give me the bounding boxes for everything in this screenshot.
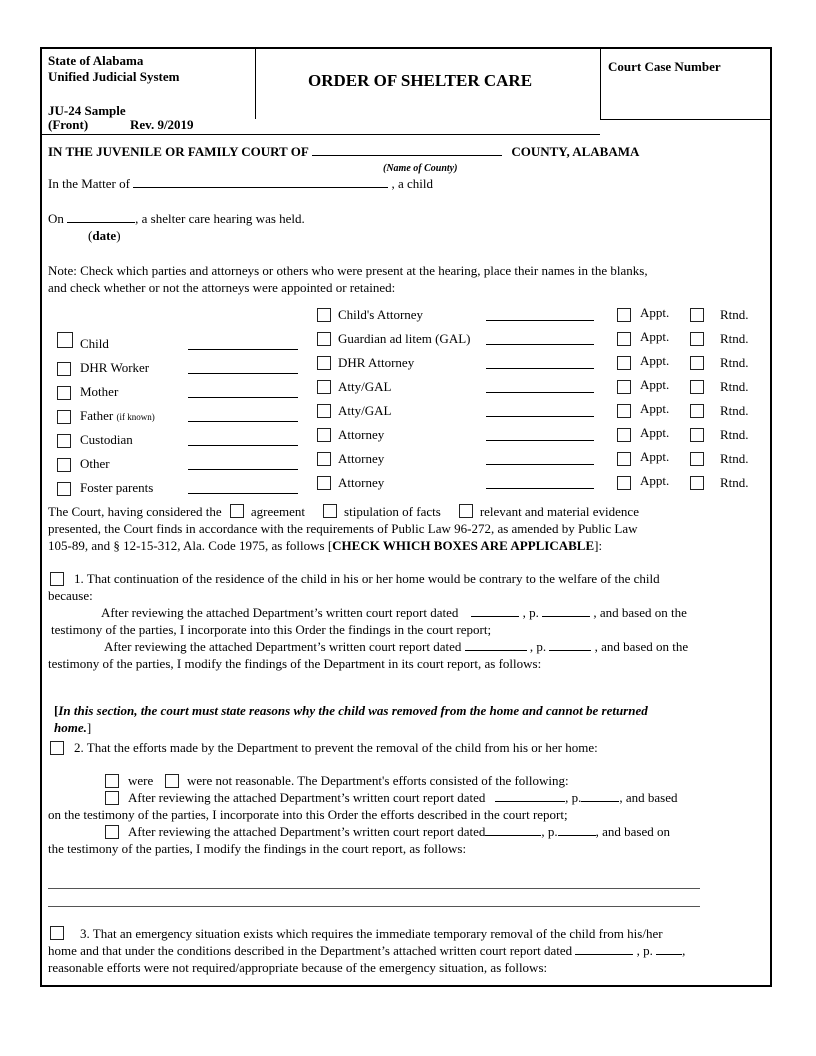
party-name-field[interactable] bbox=[188, 373, 298, 374]
party-name: Father bbox=[80, 408, 114, 423]
party-name-field[interactable] bbox=[188, 469, 298, 470]
considered-line-3 bbox=[48, 538, 602, 553]
attorney-name-field[interactable] bbox=[486, 488, 594, 489]
s2b-mid: , p. bbox=[541, 824, 558, 839]
s1a-page-field[interactable] bbox=[542, 605, 590, 617]
attorney-label: Attorney bbox=[338, 427, 385, 442]
s1a-date-field[interactable] bbox=[471, 605, 519, 617]
section2-option-b-line-2: the testimony of the parties, I modify the findings in the court report, as follows: bbox=[48, 841, 467, 856]
section3-line-2 bbox=[48, 943, 685, 958]
attorney-checkbox[interactable] bbox=[317, 404, 331, 418]
were-label: were bbox=[128, 773, 154, 788]
line3-post: ]: bbox=[594, 538, 603, 553]
were-reasonable-checkbox[interactable] bbox=[105, 774, 119, 788]
party-checkbox[interactable] bbox=[57, 386, 71, 400]
retained-label: Rtnd. bbox=[720, 403, 749, 418]
s3-pre: home and that under the conditions described in the Department’s attached written court report dated bbox=[48, 943, 573, 958]
party-name-field[interactable] bbox=[188, 445, 298, 446]
appointed-checkbox[interactable] bbox=[617, 332, 631, 346]
retained-label: Rtnd. bbox=[720, 331, 749, 346]
party-name-field[interactable] bbox=[188, 421, 298, 422]
s1b-pre: After reviewing the attached Department’s written court report dated bbox=[104, 639, 462, 654]
evidence-checkbox[interactable] bbox=[459, 504, 473, 518]
attorney-name-field[interactable] bbox=[486, 416, 594, 417]
party-name: Other bbox=[80, 456, 110, 471]
appointed-label: Appt. bbox=[640, 473, 670, 488]
appointed-label: Appt. bbox=[640, 425, 670, 440]
party-name-field[interactable] bbox=[188, 397, 298, 398]
party-label bbox=[80, 384, 118, 401]
section2-option-a-line-2: on the testimony of the parties, I incorporate into this Order the efforts described in the court report; bbox=[48, 807, 568, 822]
appointed-checkbox[interactable] bbox=[617, 428, 631, 442]
s2a-page-field[interactable] bbox=[581, 790, 619, 802]
court-prefix: IN THE JUVENILE OR FAMILY COURT OF bbox=[48, 144, 309, 159]
party-name: Child bbox=[80, 336, 109, 351]
s3-page-field[interactable] bbox=[656, 943, 682, 955]
appointed-label: Appt. bbox=[640, 401, 670, 416]
s2b-page-field[interactable] bbox=[558, 824, 596, 836]
stipulation-label: stipulation of facts bbox=[344, 504, 441, 519]
attorney-checkbox[interactable] bbox=[317, 452, 331, 466]
case-number-box-bottom bbox=[600, 119, 770, 120]
retained-checkbox[interactable] bbox=[690, 380, 704, 394]
note-line-1: Note: Check which parties and attorneys or others who were present at the hearing, place their names in the blanks, bbox=[48, 263, 648, 278]
attorney-name-field[interactable] bbox=[486, 392, 594, 393]
section3-line-1: 3. That an emergency situation exists which requires the immediate temporary removal of the child from his/her bbox=[80, 926, 663, 941]
state-label: State of Alabama bbox=[48, 53, 144, 68]
party-name: Mother bbox=[80, 384, 119, 399]
party-name-field[interactable] bbox=[188, 493, 298, 494]
attorney-label: Attorney bbox=[338, 451, 385, 466]
section1-option-a-line-2: testimony of the parties, I incorporate into this Order the findings in the court report; bbox=[51, 622, 492, 637]
attorney-label: DHR Attorney bbox=[338, 355, 415, 370]
line3-bold: CHECK WHICH BOXES ARE APPLICABLE bbox=[332, 538, 595, 553]
retained-checkbox[interactable] bbox=[690, 428, 704, 442]
section3-line-3: reasonable efforts were not required/appropriate because of the emergency situation, as follows: bbox=[48, 960, 548, 975]
section1-instruction: [In this section, the court must state reasons why the child was removed from the home and cannot be returned bbox=[54, 703, 648, 718]
section1-option-b-line-2: testimony of the parties, I modify the findings of the Department in its court report, as follows: bbox=[48, 656, 542, 671]
section2-option-b bbox=[128, 824, 670, 839]
retained-checkbox[interactable] bbox=[690, 332, 704, 346]
s2a-post: , and based bbox=[619, 790, 678, 805]
matter-prefix: In the Matter of bbox=[48, 176, 130, 191]
party-checkbox[interactable] bbox=[57, 458, 71, 472]
section1-checkbox[interactable] bbox=[50, 572, 64, 586]
attorney-label: Attorney bbox=[338, 475, 385, 490]
party-label bbox=[80, 480, 153, 497]
agreement-label: agreement bbox=[250, 504, 306, 519]
case-number-label: Court Case Number bbox=[608, 59, 721, 74]
attorney-name-field[interactable] bbox=[486, 464, 594, 465]
stipulation-checkbox[interactable] bbox=[323, 504, 337, 518]
s1b-mid: , p. bbox=[529, 639, 547, 654]
form-side: (Front) bbox=[48, 117, 89, 132]
county-field[interactable] bbox=[312, 144, 502, 156]
s2b-date-field[interactable] bbox=[485, 824, 541, 836]
party-label bbox=[80, 456, 110, 473]
s1a-mid: , p. bbox=[522, 605, 539, 620]
retained-checkbox[interactable] bbox=[690, 308, 704, 322]
retained-label: Rtnd. bbox=[720, 379, 749, 394]
s1a-pre: After reviewing the attached Department’s written court report dated bbox=[101, 605, 459, 620]
considered-line-1 bbox=[48, 504, 639, 519]
header-bottom-rule bbox=[42, 134, 600, 135]
not-reasonable-checkbox[interactable] bbox=[165, 774, 179, 788]
appointed-label: Appt. bbox=[640, 305, 670, 320]
evidence-label: relevant and material evidence bbox=[479, 504, 639, 519]
section1-option-b bbox=[104, 639, 688, 654]
attorney-name-field[interactable] bbox=[486, 440, 594, 441]
s1a-post: , and based on the bbox=[593, 605, 687, 620]
s2a-pre: After reviewing the attached Department’s written court report dated bbox=[128, 790, 486, 805]
s1b-post: , and based on the bbox=[594, 639, 689, 654]
s2b-post: , and based on bbox=[595, 824, 670, 839]
appointed-checkbox[interactable] bbox=[617, 452, 631, 466]
party-label bbox=[80, 408, 155, 425]
section1-line-1: 1. That continuation of the residence of the child in his or her home would be contrary to the welfare of the child bbox=[74, 571, 660, 586]
party-checkbox[interactable] bbox=[57, 410, 71, 424]
party-qualifier: (if known) bbox=[116, 412, 155, 422]
date-caption: (date) bbox=[88, 228, 121, 243]
party-checkbox[interactable] bbox=[57, 482, 71, 496]
attorney-checkbox[interactable] bbox=[317, 476, 331, 490]
note-line-2: and check whether or not the attorneys were appointed or retained: bbox=[48, 280, 396, 295]
party-checkbox[interactable] bbox=[57, 332, 73, 348]
court-line bbox=[48, 144, 639, 159]
s1b-date-field[interactable] bbox=[465, 639, 527, 651]
agreement-checkbox[interactable] bbox=[230, 504, 244, 518]
matter-line bbox=[48, 176, 433, 191]
party-label bbox=[80, 432, 133, 449]
party-checkbox[interactable] bbox=[57, 362, 71, 376]
appointed-checkbox[interactable] bbox=[617, 356, 631, 370]
s2b-pre: After reviewing the attached Department’s written court report dated bbox=[128, 824, 486, 839]
form-id: JU-24 Sample bbox=[48, 103, 126, 118]
attorney-checkbox[interactable] bbox=[317, 308, 331, 322]
retained-checkbox[interactable] bbox=[690, 404, 704, 418]
date-caption-text: date bbox=[92, 228, 117, 243]
court-suffix: COUNTY, ALABAMA bbox=[511, 144, 640, 159]
appointed-checkbox[interactable] bbox=[617, 308, 631, 322]
considered-prefix: The Court, having considered the bbox=[48, 504, 222, 519]
retained-label: Rtnd. bbox=[720, 307, 749, 322]
on-prefix: On bbox=[48, 211, 64, 226]
county-caption: (Name of County) bbox=[383, 163, 458, 174]
section2-findings-line-1[interactable] bbox=[48, 888, 700, 889]
header-divider bbox=[255, 49, 256, 119]
appointed-checkbox[interactable] bbox=[617, 380, 631, 394]
attorney-checkbox[interactable] bbox=[317, 380, 331, 394]
line3-pre: 105-89, and § 12-15-312, Ala. Code 1975, as follows [ bbox=[48, 538, 333, 553]
matter-suffix: , a child bbox=[391, 176, 433, 191]
attorney-label: Guardian ad litem (GAL) bbox=[338, 331, 471, 346]
party-name-field[interactable] bbox=[188, 349, 298, 350]
attorney-checkbox[interactable] bbox=[317, 428, 331, 442]
section1-instruction-2: home.] bbox=[54, 720, 92, 735]
section1-line-2: because: bbox=[48, 588, 93, 603]
s3-post: , bbox=[682, 943, 686, 958]
attorney-label: Atty/GAL bbox=[338, 379, 392, 394]
page-title: ORDER OF SHELTER CARE bbox=[308, 71, 533, 90]
case-number-field[interactable] bbox=[602, 80, 766, 116]
party-checkbox[interactable] bbox=[57, 434, 71, 448]
hearing-line bbox=[48, 211, 305, 226]
not-reasonable-label: were not reasonable. The Department's efforts consisted of the following: bbox=[187, 773, 569, 788]
s2b-checkbox[interactable] bbox=[105, 825, 119, 839]
appointed-label: Appt. bbox=[640, 353, 670, 368]
form-revision: Rev. 9/2019 bbox=[130, 117, 194, 132]
section2-option-a bbox=[128, 790, 677, 805]
considered-line-2: presented, the Court finds in accordance with the requirements of Public Law 96-272, as amended by Public Law bbox=[48, 521, 638, 536]
attorney-checkbox[interactable] bbox=[317, 356, 331, 370]
attorney-checkbox[interactable] bbox=[317, 332, 331, 346]
attorney-name-field[interactable] bbox=[486, 344, 594, 345]
section2-checkbox[interactable] bbox=[50, 741, 64, 755]
s2a-date-field[interactable] bbox=[495, 790, 565, 802]
appointed-checkbox[interactable] bbox=[617, 404, 631, 418]
instruction-text: In this section, the court must state reasons why the child was removed from the home and cannot be returned bbox=[58, 703, 648, 718]
case-number-box-left bbox=[600, 49, 601, 119]
attorney-label: Atty/GAL bbox=[338, 403, 392, 418]
party-label bbox=[80, 336, 109, 353]
section1-option-a bbox=[101, 605, 687, 620]
child-name-field[interactable] bbox=[133, 176, 388, 188]
appointed-label: Appt. bbox=[640, 329, 670, 344]
party-name: DHR Worker bbox=[80, 360, 150, 375]
system-label: Unified Judicial System bbox=[48, 69, 180, 84]
s3-mid: , p. bbox=[636, 943, 653, 958]
s1b-page-field[interactable] bbox=[549, 639, 591, 651]
section3-checkbox[interactable] bbox=[50, 926, 64, 940]
party-name: Custodian bbox=[80, 432, 133, 447]
retained-checkbox[interactable] bbox=[690, 452, 704, 466]
section2-line-1: 2. That the efforts made by the Department to prevent the removal of the child from his or her home: bbox=[74, 740, 598, 755]
retained-label: Rtnd. bbox=[720, 475, 749, 490]
attorney-label: Child's Attorney bbox=[338, 307, 424, 322]
party-name: Foster parents bbox=[80, 480, 154, 495]
retained-label: Rtnd. bbox=[720, 451, 749, 466]
retained-label: Rtnd. bbox=[720, 427, 749, 442]
appointed-label: Appt. bbox=[640, 377, 670, 392]
retained-label: Rtnd. bbox=[720, 355, 749, 370]
section2-findings-line-2[interactable] bbox=[48, 906, 700, 907]
hearing-date-field[interactable] bbox=[67, 211, 135, 223]
attorney-name-field[interactable] bbox=[486, 368, 594, 369]
appointed-label: Appt. bbox=[640, 449, 670, 464]
s2a-checkbox[interactable] bbox=[105, 791, 119, 805]
retained-checkbox[interactable] bbox=[690, 356, 704, 370]
retained-checkbox[interactable] bbox=[690, 476, 704, 490]
attorney-name-field[interactable] bbox=[486, 320, 594, 321]
instruction-text-2: home. bbox=[54, 720, 87, 735]
party-label bbox=[80, 360, 149, 377]
appointed-checkbox[interactable] bbox=[617, 476, 631, 490]
on-suffix: , a shelter care hearing was held. bbox=[135, 211, 305, 226]
s2a-mid: , p. bbox=[565, 790, 582, 805]
s3-date-field[interactable] bbox=[575, 943, 633, 955]
